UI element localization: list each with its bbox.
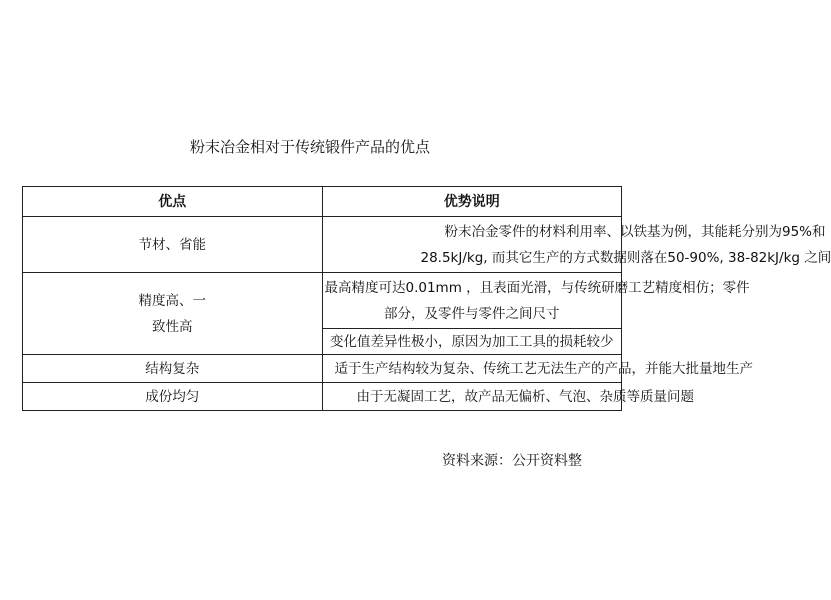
header-description: 优势说明 [322, 187, 622, 217]
row-label-line: 致性高 [152, 318, 193, 335]
row-description [322, 217, 831, 273]
table-row [23, 217, 622, 273]
description-line: 28.5kJ/kg, 而其它生产的方式数据则落在50-90%, 38-82kJ/kg 之间 [420, 249, 831, 266]
table-row [23, 273, 622, 329]
table-row [23, 355, 622, 383]
row-description: 由于无凝固工艺，故产品无偏析、气泡、杂质等质量问题 [322, 383, 622, 411]
table-row [23, 383, 622, 411]
description-line: 粉末冶金零件的材料利用率、以铁基为例，其能耗分别为95%和 [444, 223, 826, 240]
row-label-line: 精度高、一 [138, 292, 206, 309]
row-description [322, 273, 750, 329]
description-line: 最高精度可达0.01mm ，且表面光滑，与传统研磨工艺精度相仿；零件 [324, 279, 750, 296]
description-line: 部分，及零件与零件之间尺寸 [384, 305, 560, 322]
row-label: 节材、省能 [23, 217, 323, 273]
row-description-continued: 变化值差异性极小，原因为加工工具的损耗较少 [322, 329, 622, 355]
row-label [23, 273, 323, 355]
header-advantage: 优点 [23, 187, 323, 217]
table-header-row [23, 187, 622, 217]
document-title: 粉末冶金相对于传统锻件产品的优点 [189, 138, 430, 156]
row-description: 适于生产结构较为复杂、传统工艺无法生产的产品，并能大批量地生产 [322, 355, 622, 383]
advantages-table [22, 186, 831, 411]
row-label: 结构复杂 [23, 355, 323, 383]
source-note: 资料来源：公开资料整 [442, 453, 582, 469]
row-label: 成份均匀 [23, 383, 323, 411]
